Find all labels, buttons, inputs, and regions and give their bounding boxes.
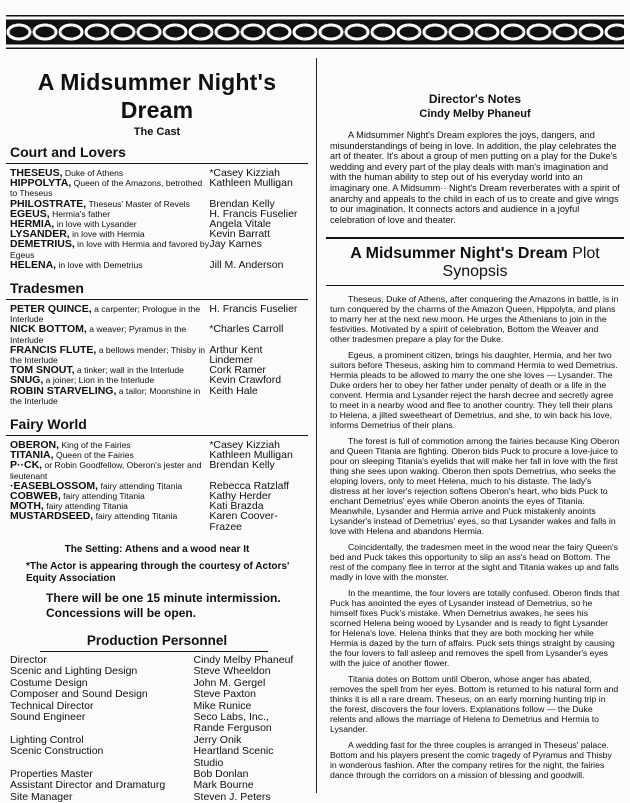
production-job: Sound Engineer [10, 710, 86, 723]
cast-row [6, 260, 308, 270]
production-person: Steve Wheeldon [193, 665, 271, 678]
role [6, 178, 209, 198]
notes-author: Cindy Melby Phaneuf [419, 108, 531, 120]
role-name: THESEUS, [10, 167, 63, 179]
court-header: Court and Lovers [10, 144, 126, 160]
role-name: LYSANDER, [10, 228, 70, 241]
section-rule [6, 163, 308, 164]
synopsis-paragraph: In the meantime, the four lovers are totally confused. Oberon finds that Puck has anointed the eyes of Lysander instead of Demetrius, so he himself fixes Puck's mistake. When Demetrius awakes, he sees his scorned Helena being wooed by Lysander and is ready to fight Lysander for Helena's love. Helena thinks that they are both mocking her while Hermia is dazed by the turn of affairs. Puck sets things straight by causing the four lovers to fall asleep and removes the spell from Lysander's eyes with the juice of another flower. [330, 588, 620, 669]
role-desc: or Robin Goodfellow, Oberon's jester and lieutenant [10, 460, 202, 481]
actor-name: Kathy Herder [209, 490, 272, 503]
left-column [6, 58, 308, 803]
production-person: Heartland Scenic [193, 745, 274, 758]
role-desc: fairy attending Titania [93, 511, 178, 522]
equity-note: *The Actor is appearing through the courtesy of Actors' Equity Association [26, 560, 290, 584]
production-row [6, 666, 308, 677]
role-desc: a carpenter; Prologue in the Interlude [10, 304, 201, 325]
decorative-border [6, 15, 624, 49]
column-divider [316, 58, 317, 793]
cast-row [6, 511, 308, 531]
production-person: Cindy Melby Phaneuf [193, 653, 294, 666]
actor-name: Kathleen Mulligan [209, 177, 293, 190]
court-cast-list [6, 168, 308, 270]
role-name: ·EASEBLOSSOM, [10, 479, 99, 492]
production-row [6, 792, 308, 803]
fairy-header: Fairy World [10, 416, 87, 433]
actor-name: Keith Hale [209, 384, 258, 397]
notes-text: A Midsummer Night's Dream explores the joys, dangers, and misunderstandings of being in love. In addition, the play celebrates the art of theater. It's about a group of men putting on a play for the Duke's wedding and every part of the play deals with man's imagination and with the human ability to step out of his everyday world into an imaginary one. A Midsumm·· Night's Dream reverberates with a spirit of anarchy and appeals to the child in each of us to create and give wings to our imagination. It connects actors and audience in a joyful celebration of love and theater. [330, 130, 620, 225]
synopsis-title-play: A Midsummer Night's Dream [350, 245, 568, 263]
actor-name: *Casey Kizziah [209, 167, 280, 179]
synopsis-title-word: Plot Synopsis [442, 245, 600, 281]
role-name: HERMIA, [10, 218, 55, 231]
actor-name: Rebecca Ratzlaff [209, 479, 290, 492]
actor-name: Karen Coover-Frazee [209, 510, 278, 533]
production-job: Scenic and Lighting Design [10, 665, 138, 678]
role-desc: a tailor; Moonshine in the Interlude [10, 385, 201, 406]
synopsis-rule [326, 237, 624, 239]
role-desc: in love with Demetrius [56, 259, 143, 270]
cast-row [6, 324, 308, 344]
production-job: Lighting Control [10, 733, 84, 746]
role-desc: in love with Lysander [54, 219, 137, 230]
tradesmen-header: Tradesmen [10, 280, 84, 297]
fairy-cast-list [6, 440, 308, 532]
role [6, 345, 209, 365]
actor-name: Angela Vitale [209, 218, 272, 231]
role-name: P··CK, [10, 459, 43, 472]
role-desc: Hermia's father [49, 208, 111, 219]
role-name: OBERON, [10, 439, 60, 452]
role [6, 304, 209, 324]
actor-name: Kathleen Mulligan [209, 449, 293, 462]
production-person: Bob Donlan [193, 767, 249, 780]
cast-row [6, 178, 308, 198]
role [6, 239, 209, 259]
synopsis-body [326, 294, 624, 780]
role-name: TOM SNOUT, [10, 364, 75, 377]
role-desc: a weaver; Pyramus in the Interlude [10, 324, 187, 345]
role [6, 260, 209, 270]
production-list [6, 655, 308, 803]
synopsis-title [326, 245, 624, 281]
role-desc: a joiner; Lion in the Interlude [43, 375, 155, 386]
actor-name: Kevin Barratt [209, 228, 271, 241]
production-job: Costume Design [10, 676, 88, 689]
section-rule [40, 651, 268, 652]
role-desc: fairy attending Titania [98, 480, 183, 491]
role-desc: fairy attending Titania [43, 501, 128, 512]
role-name: COBWEB, [10, 490, 61, 503]
role-desc: Queen of the Fairies [53, 450, 134, 461]
synopsis-paragraph: Titania dotes on Bottom until Oberon, whose anger has abated, removes the spell from her eyes. Bottom is returned to his natural form and thinks it is all a rare dream. Theseus, on an early morning hunting trip in the forest, discovers the four lovers. Explanations follow — the Duke relents and allows the marriage of Helena to Demetrius and Hermia to Lysander. [330, 674, 619, 735]
production-person: Steve Paxton [193, 688, 256, 701]
role [6, 460, 209, 480]
actor-name: Jay Karnes [209, 238, 262, 251]
actor-name: Cork Ramer [209, 364, 266, 377]
role-name: PETER QUINCE, [10, 303, 92, 316]
actor-name: Jill M. Anderson [209, 258, 284, 271]
cast-row [6, 304, 308, 324]
role [6, 511, 209, 531]
role-name: EGEUS, [10, 207, 50, 220]
actor-name: Kevin Crawford [209, 374, 282, 387]
synopsis-paragraph: Coincidentally, the tradesmen meet in the wood near the fairy Queen's bed and Puck takes this opportunity to slip an ass's head on Bottom. The rest of the company flee in terror at the sight and Titania wakes up and falls madly in love with the monster. [330, 542, 619, 583]
cast-row [6, 386, 308, 406]
synopsis-paragraph: A wedding fast for the three couples is arranged in Theseus' palace. Bottom and his players present the comic tragedy of Pyramus and Thisby in wonderous fashion. After the company retires for the night, the fairies dance through the corridors on a mission of blessing and goodwill. [330, 740, 612, 781]
role-desc: fairy attending Titania [60, 491, 145, 502]
production-person: Steven J. Peters [193, 790, 271, 803]
production-job: Composer and Sound Design [10, 688, 148, 701]
production-job: Site Manager [10, 790, 73, 803]
production-person: Mike Runice [193, 699, 252, 712]
role-name: TITANIA, [10, 449, 54, 462]
synopsis-paragraph: The forest is full of commotion among the fairies because King Oberon and Queen Titania are fighting. Oberon bids Puck to procure a love-juice to pour on sleeping Titania's eyelids that will make her fall in love with the first thing she sees upon waking. Oberon then spots Demetrius, who seeks the eloping lovers, only to meet Helena, much to his distaste. The lady's distress at her lover's rejection softens Oberon's heart, who bids Puck to enchant Demetrius' eyes while Oberon anoints the eyes of Titania. Meanwhile, Lysander and Hermia arrive and Puck mistakenly anoints Lysander's instead of Demetrius' eyes, so that Lysander wakes and falls in love with Helena and abandons Hermia. [330, 436, 620, 537]
notes-title: Director's Notes [428, 92, 522, 106]
actor-name: Brendan Kelly [209, 197, 275, 210]
role-name: NICK BOTTOM, [10, 323, 87, 336]
production-job: Assistant Director and Dramaturg [10, 779, 166, 792]
section-rule [6, 299, 308, 300]
role-desc: a bellows mender; Thisby in the Interlude [10, 344, 206, 366]
cast-header: The Cast [133, 126, 181, 138]
role-name: HELENA, [10, 258, 57, 271]
production-job: Director [10, 653, 47, 666]
role [6, 386, 209, 406]
production-header: Production Personnel [86, 632, 228, 648]
role-desc: in love with Hermia [69, 229, 145, 240]
production-person: Mark Bourne [193, 779, 254, 792]
actor-name: H. Francis Fuselier [209, 207, 298, 220]
cast-row [6, 345, 308, 365]
production-person: Rande Ferguson [193, 722, 272, 735]
production-person: Studio [193, 756, 224, 769]
production-job: Scenic Construction [10, 745, 104, 758]
cast-row [6, 239, 308, 259]
actor-name: H. Francis Fuselier [209, 303, 298, 316]
cast-row [6, 460, 308, 480]
intermission-note: There will be one 15 minute intermission. [46, 590, 281, 605]
production-person: Seco Labs, Inc., [193, 710, 269, 723]
role-name: ROBIN STARVELING, [10, 384, 117, 397]
role-name: DEMETRIUS, [10, 238, 75, 251]
role [6, 324, 209, 344]
role-desc: Queen of the Amazons, betrothed to Theseus [10, 178, 203, 199]
synopsis-paragraph: Egeus, a prominent citizen, brings his daughter, Hermia, and her two suitors before Theseus, asking him to command Hermia to wed Demetrius. Hermia pleads to be allowed to marry the one she loves — Lysander. The Duke orders her to obey her father under penalty of death or a life in the convent. Hermia and Lysander reject the harsh decree and secretly agree to meet in a nearby wood and flee to another country. They tell their plans to Helena, a jilted sweetheart of Demetrius, and she, to win back his love, informs Demetrius of their plans. [330, 350, 618, 431]
role-name: PHILOSTRATE, [10, 197, 87, 210]
role-name: SNUG, [10, 374, 44, 387]
production-person: Jerry Onik [193, 733, 242, 746]
section-rule [6, 435, 308, 436]
page-title: A Midsummer Night's Dream [37, 69, 277, 123]
production-job: Properties Master [10, 767, 93, 780]
production-row [6, 689, 308, 700]
role-name: MOTH, [10, 500, 44, 513]
production-person: John M. Gergel [193, 676, 266, 689]
actor-name: Brendan Kelly [209, 459, 275, 472]
role-desc: in love with Hermia and favored by Egeus [10, 239, 209, 260]
role-desc: King of the Fairies [59, 440, 131, 451]
concessions-note: Concessions will be open. [46, 605, 197, 620]
role-desc: a tinker; wall in the Interlude [74, 365, 184, 376]
actor-name: Kati Brazda [209, 500, 264, 513]
role-desc: Theseus' Master of Revels [86, 198, 190, 209]
production-job: Technical Director [10, 699, 94, 712]
role-desc: Duke of Athens [62, 168, 124, 178]
actor-name: *Casey Kizziah [209, 439, 280, 452]
actor-name: *Charles Carroll [209, 323, 284, 336]
synopsis-rule [326, 285, 624, 286]
actor-name: Arthur Kent Lindemer [209, 343, 263, 367]
tradesmen-cast-list [6, 304, 308, 406]
setting-line: The Setting: Athens and a wood near It [64, 543, 250, 555]
role-name: FRANCIS FLUTE, [10, 343, 97, 356]
production-row [6, 746, 308, 757]
role-name: MUSTARDSEED, [10, 510, 94, 523]
role-name: HIPPOLYTA, [10, 177, 72, 190]
synopsis-paragraph: Theseus, Duke of Athens, after conquering the Amazons in battle, is in turn conquered by the charms of the Amazon Queen, Hippolyta, and plans to marry her at the next new moon. He urges the Athenians to join in the festivities. Motivated by a spirit of celebration, Bottom the Weaver and other tradesmen prepare a play for the Duke. [330, 294, 619, 345]
right-column [326, 58, 624, 786]
